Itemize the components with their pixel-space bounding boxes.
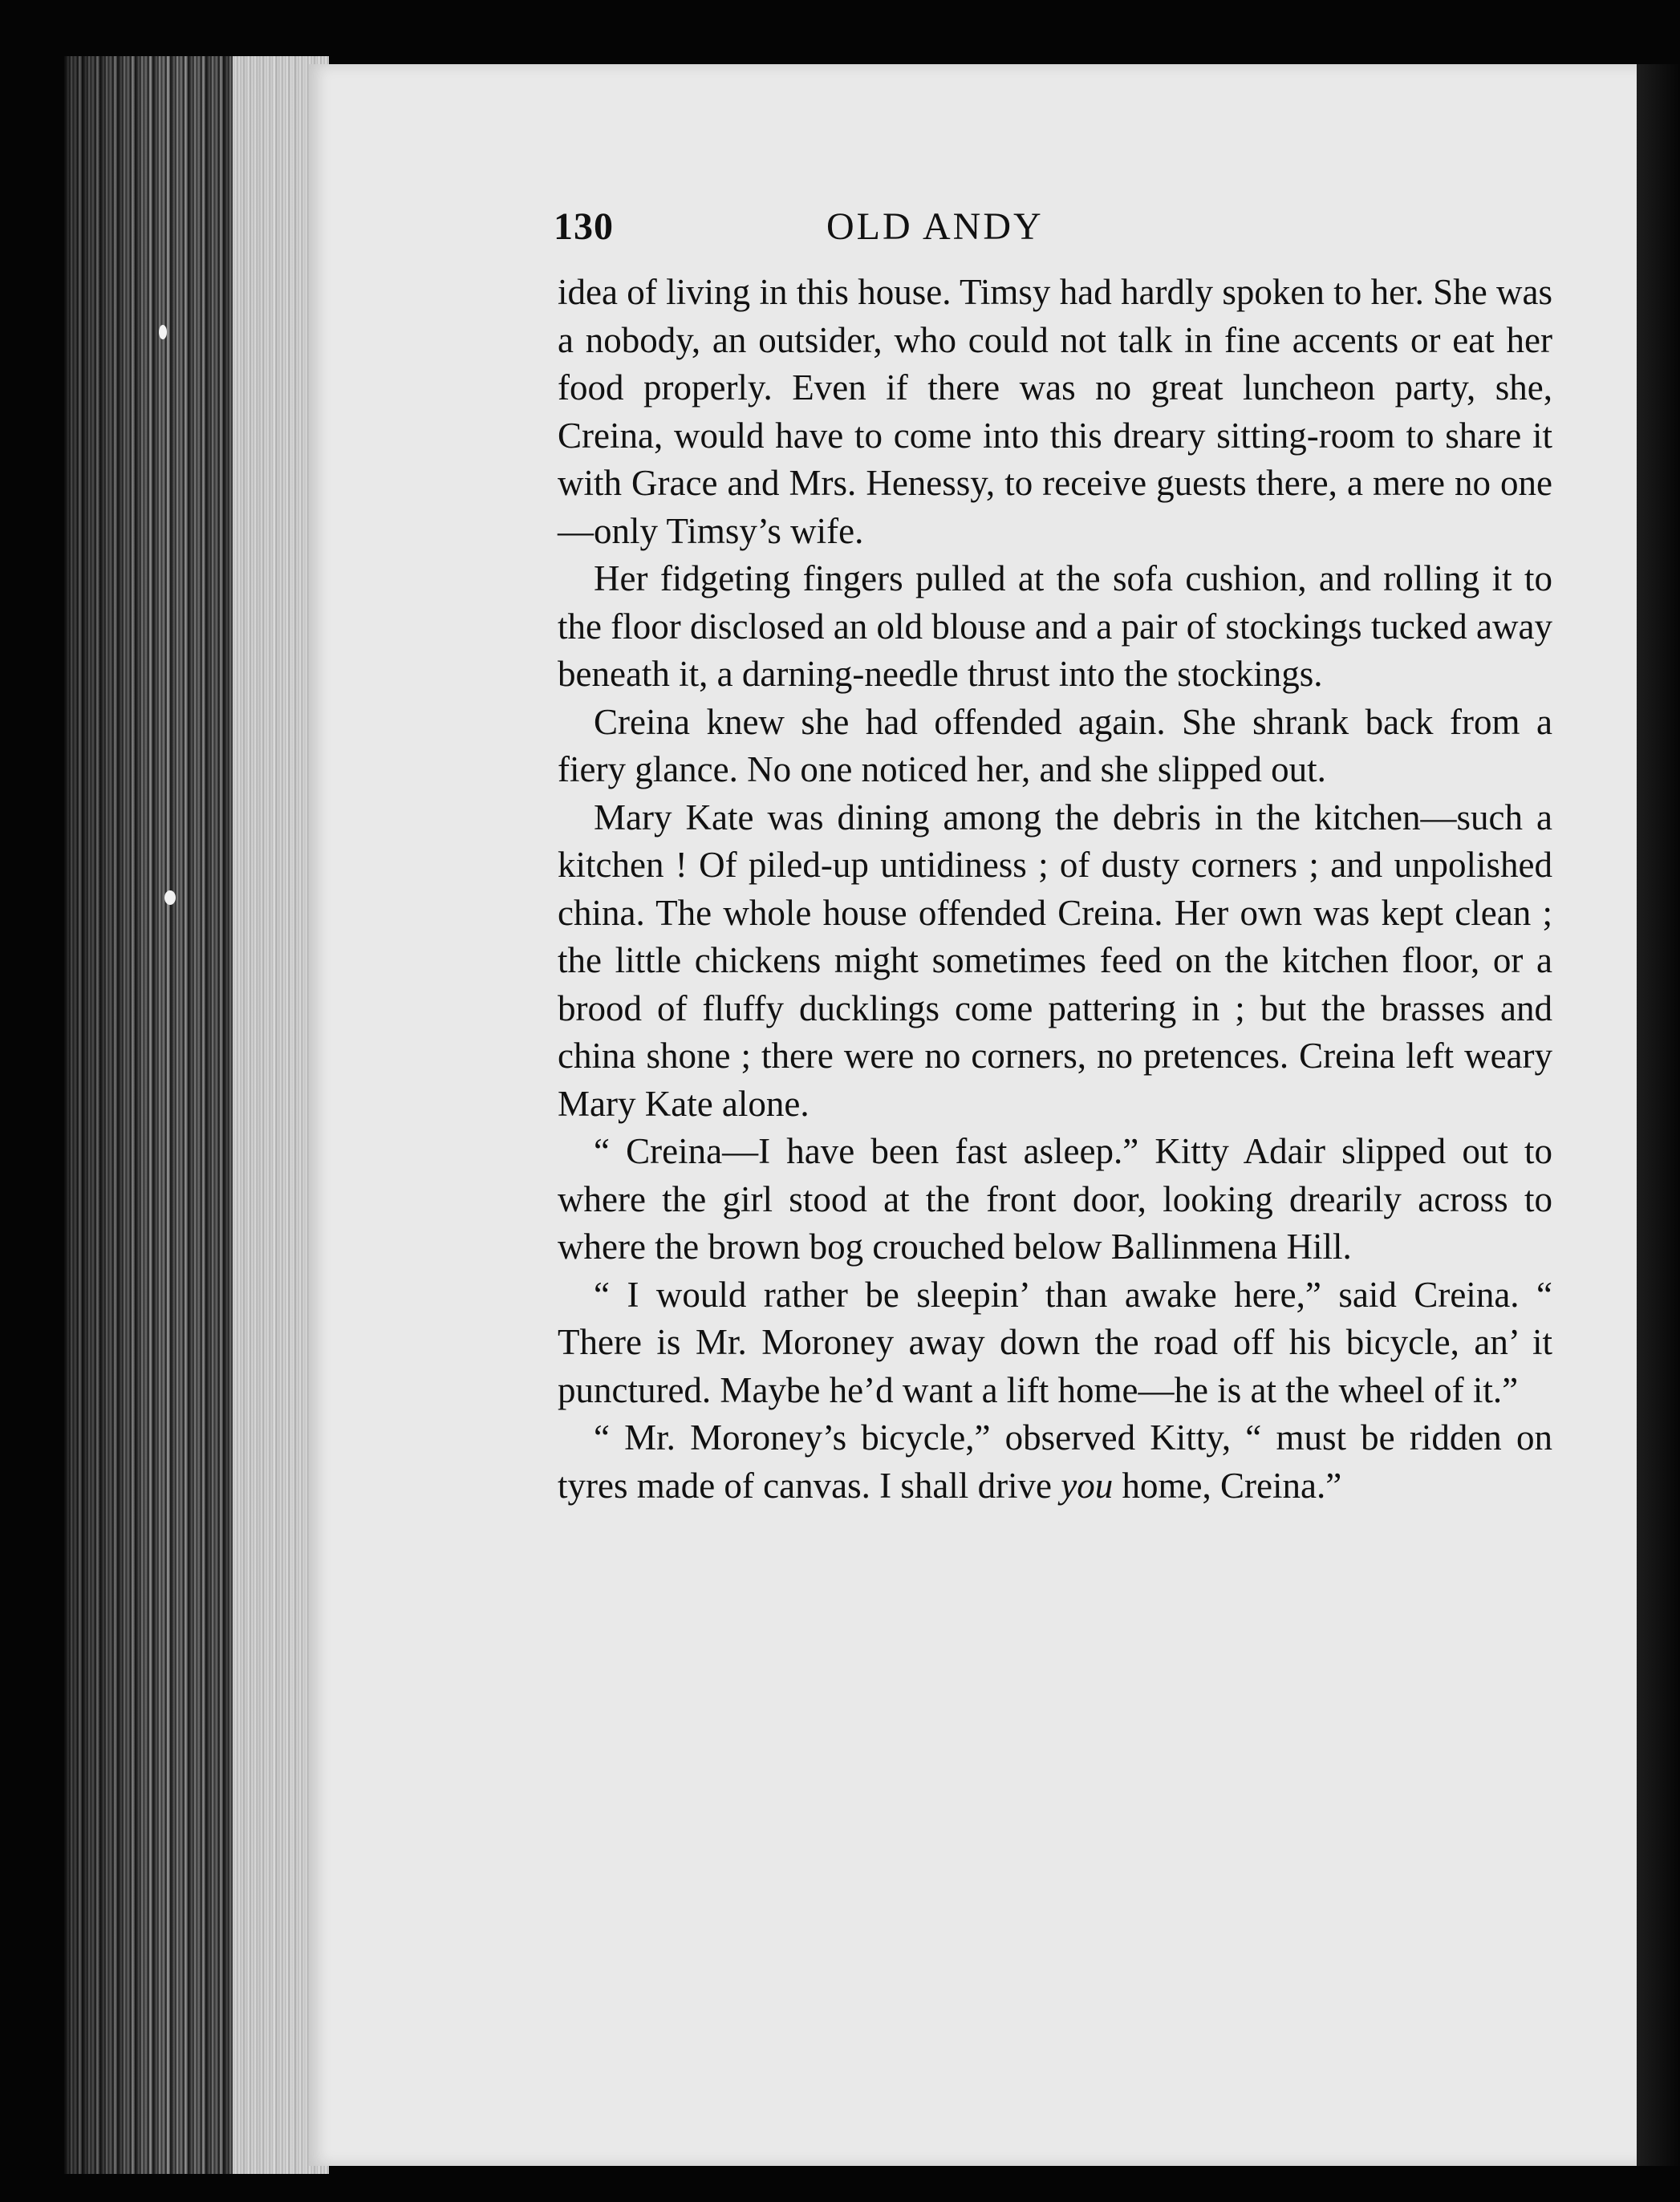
paragraph: “ Creina—I have been fast asleep.” Kitty Adair slipped out to where the girl stood at the front door, looking drearily across to where the brown bog crouched below Ballinmena Hill.: [558, 1131, 1552, 1267]
paragraph: Mary Kate was dining among the debris in the kitchen—such a kitchen ! Of piled-up untidiness ; of dusty corners ; and unpolished china. The whole house offended Creina. Her own was kept clean ; the little chickens might sometimes feed on the kitchen floor, or a brood of fluffy ducklings come pattering in ; but the brasses and china shone ; there were no corners, no pretences. Creina left weary Mary Kate alone.: [558, 797, 1552, 1124]
page-number: 130: [554, 205, 614, 248]
body-text: [558, 269, 1552, 1510]
paragraph: [558, 1414, 1552, 1510]
speck: [164, 890, 176, 905]
right-border: [1637, 64, 1680, 2166]
paragraph: Her fidgeting fingers pulled at the sofa cushion, and rolling it to the floor disclosed an old blouse and a pair of stockings tucked away beneath it, a darning-needle thrust into the stockings.: [558, 558, 1552, 694]
running-head: OLD ANDY: [826, 205, 1044, 248]
paragraph: “ I would rather be sleepin’ than awake here,” said Creina. “ There is Mr. Moroney away down the road off his bicycle, an’ it punctured. Maybe he’d want a lift home—he is at the wheel of it.”: [558, 1274, 1552, 1410]
page-header: [554, 205, 1163, 269]
paragraph: idea of living in this house. Timsy had hardly spoken to her. She was a nobody, an outsider, who could not talk in fine accents or eat her food properly. Even if there was no great luncheon party, she, Creina, would have to come into this dreary sitting-room to share it with Grace and Mrs. Henessy, to receive guests there, a mere no one—only Timsy’s wife.: [558, 272, 1552, 551]
text-run: “ Mr. Moroney’s bicycle,” observed Kitty, “ must be ridden on tyres made of canvas. I shall drive: [558, 1417, 1552, 1506]
paragraph: Creina knew she had offended again. She shrank back from a fiery glance. No one noticed her, and she slipped out.: [558, 701, 1552, 789]
speck: [159, 325, 167, 339]
italic-word: you: [1061, 1465, 1114, 1506]
text-run: home, Creina.”: [1113, 1465, 1342, 1506]
